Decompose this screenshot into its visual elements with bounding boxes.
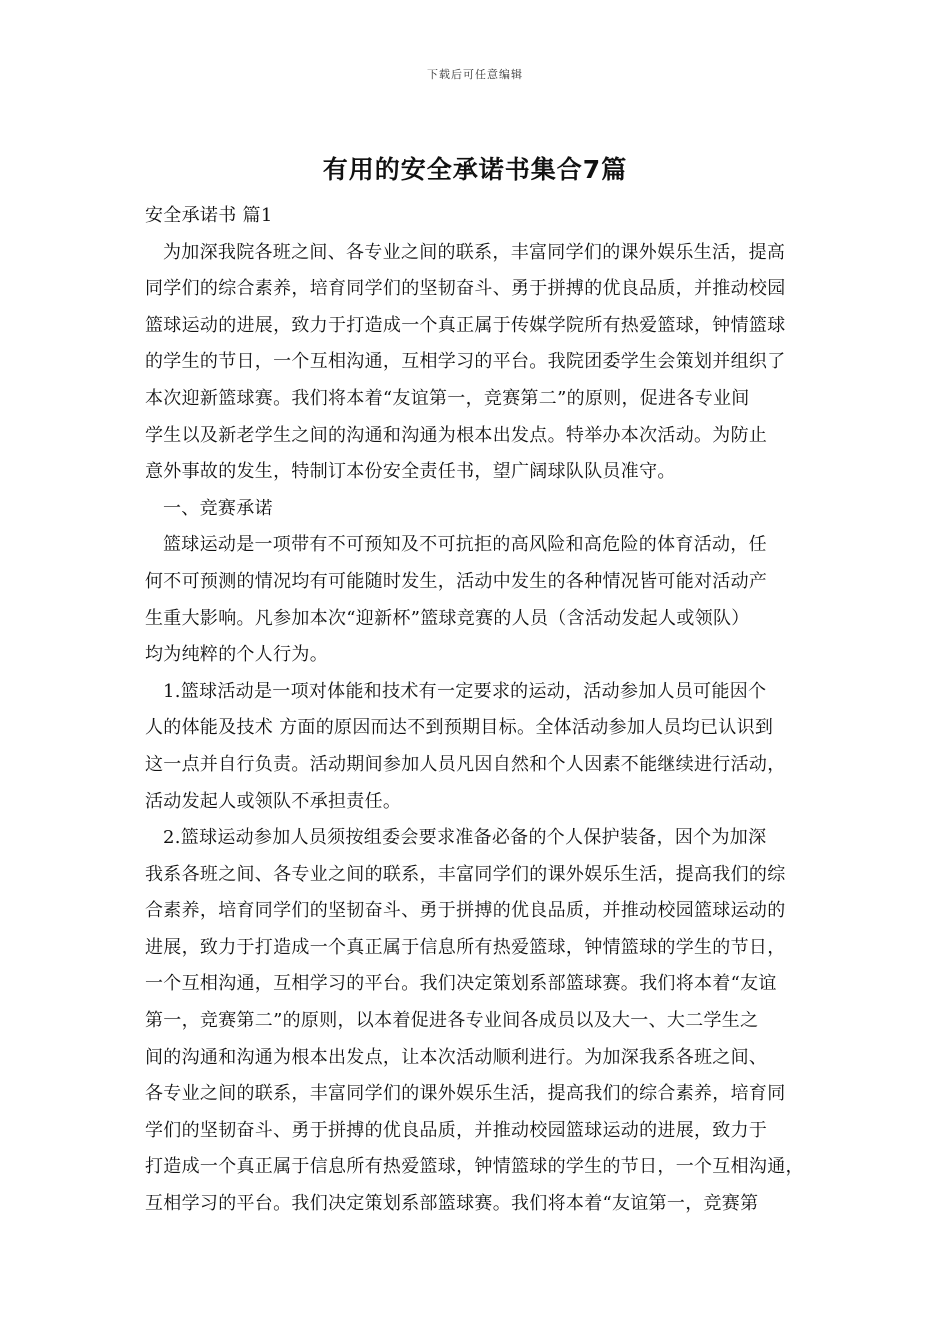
text-line: 何不可预测的情况均有可能随时发生，活动中发生的各种情况皆可能对活动产	[145, 570, 768, 592]
text-line: 合素养，培育同学们的坚韧奋斗、勇于拼搏的优良品质，并推动校园篮球运动的	[145, 900, 786, 922]
text-line: 本次迎新篮球赛。我们将本着“友谊第一，竞赛第二”的原则，促进各专业间	[145, 387, 750, 409]
text-line: 第一，竞赛第二”的原则，以本着促进各专业间各成员以及大一、大二学生之	[145, 1010, 759, 1032]
text-line: 均为纯粹的个人行为。	[145, 644, 328, 666]
page-header-note: 下载后可任意编辑	[427, 68, 523, 81]
text-line: 互相学习的平台。我们决定策划系部篮球赛。我们将本着“友谊第一，竞赛第	[145, 1193, 759, 1215]
text-line: 活动发起人或领队不承担责任。	[145, 790, 402, 812]
text-line: 各专业之间的联系，丰富同学们的课外娱乐生活，提高我们的综合素养，培育同	[145, 1083, 786, 1105]
text-line: 1.篮球活动是一项对体能和技术有一定要求的运动，活动参加人员可能因个	[163, 680, 767, 702]
document-title: 有用的安全承诺书集合7篇	[322, 155, 628, 184]
text-line: 生重大影响。凡参加本次“迎新杯”篮球竞赛的人员（含活动发起人或领队）	[145, 607, 750, 629]
text-line: 我系各班之间、各专业之间的联系，丰富同学们的课外娱乐生活，提高我们的综	[145, 863, 786, 885]
text-line: 这一点并自行负责。活动期间参加人员凡因自然和个人因素不能继续进行活动，	[145, 753, 786, 775]
text-line: 篮球运动的进展，致力于打造成一个真正属于传媒学院所有热爱篮球，钟情篮球	[145, 314, 786, 336]
text-line: 篮球运动是一项带有不可预知及不可抗拒的高风险和高危险的体育活动，任	[163, 534, 767, 556]
text-line: 为加深我院各班之间、各专业之间的联系，丰富同学们的课外娱乐生活，提高	[163, 241, 786, 263]
text-line: 安全承诺书 篇1	[145, 205, 273, 226]
text-line: 人的体能及技术 方面的原因而达不到预期目标。全体活动参加人员均已认识到	[145, 717, 774, 739]
text-line: 意外事故的发生，特制订本份安全责任书，望广阔球队队员准守。	[145, 461, 676, 483]
text-line: 2.篮球运动参加人员须按组委会要求准备必备的个人保护装备，因个为加深	[163, 827, 767, 849]
text-line: 一个互相沟通，互相学习的平台。我们决定策划系部篮球赛。我们将本着“友谊	[145, 973, 777, 995]
text-line: 打造成一个真正属于信息所有热爱篮球，钟情篮球的学生的节日，一个互相沟通，	[145, 1156, 804, 1178]
text-line: 间的沟通和沟通为根本出发点，让本次活动顺利进行。为加深我系各班之间、	[145, 1046, 768, 1068]
text-line: 进展，致力于打造成一个真正属于信息所有热爱篮球，钟情篮球的学生的节日，	[145, 936, 786, 958]
text-line: 同学们的综合素养，培育同学们的坚韧奋斗、勇于拼搏的优良品质，并推动校园	[145, 278, 786, 300]
text-line: 学生以及新老学生之间的沟通和沟通为根本出发点。特举办本次活动。为防止	[145, 424, 768, 446]
text-line: 学们的坚韧奋斗、勇于拼搏的优良品质，并推动校园篮球运动的进展，致力于	[145, 1119, 768, 1141]
text-line: 的学生的节日，一个互相沟通，互相学习的平台。我院团委学生会策划并组织了	[145, 351, 786, 373]
section-heading: 一、竞赛承诺	[163, 497, 273, 519]
document-body	[145, 198, 813, 1223]
